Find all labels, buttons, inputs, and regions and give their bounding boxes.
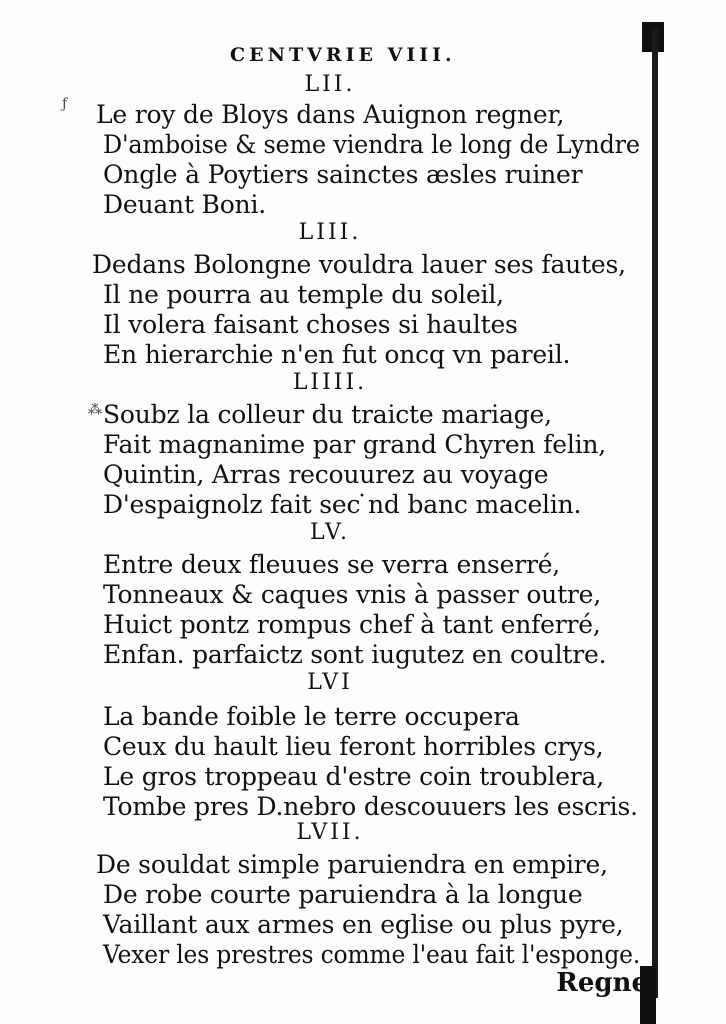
quatrain-number: LV.	[309, 520, 351, 545]
margin-mark: ƒ	[62, 96, 68, 112]
verse-line: De souldat simple paruiendra en empire,	[96, 850, 608, 879]
catchword: Regne	[556, 968, 648, 998]
quatrain-number: LIII.	[298, 220, 362, 245]
binding-edge	[652, 28, 658, 998]
verse-line: En hierarchie n'en fut oncq vn pareil.	[103, 340, 571, 369]
verse-line: Il ne pourra au temple du soleil,	[103, 280, 504, 309]
verse-line: Le gros troppeau d'estre coin troublera,	[103, 762, 605, 791]
running-header: CENTVRIE VIII.	[230, 44, 456, 66]
verse-line: Entre deux fleuues se verra enserré,	[103, 550, 561, 579]
quatrain-number: LIIII.	[292, 370, 368, 395]
verse-line: La bande foible le terre occupera	[103, 702, 520, 731]
verse-line: Il volera faisant choses si haultes	[103, 310, 518, 339]
verse-line: Deuant Boni.	[103, 190, 267, 219]
margin-mark: ⁂	[88, 402, 102, 418]
verse-line: D'espaignolz fait sec ̇nd banc macelin.	[103, 490, 582, 519]
verse-line: Quintin, Arras recouurez au voyage	[103, 460, 549, 489]
verse-line: D'amboise & seme viendra le long de Lyndre	[103, 130, 640, 159]
verse-line: Vaillant aux armes en eglise ou plus pyre,	[103, 910, 624, 939]
quatrain-number: LVII.	[296, 820, 364, 845]
verse-line: Vexer les prestres comme l'eau fait l'esponge.	[103, 940, 641, 969]
verse-line: Le roy de Bloys dans Auignon regner,	[96, 100, 565, 129]
verse-line: Ongle à Poytiers sainctes æsles ruiner	[103, 160, 583, 189]
verse-line: Dedans Bolongne vouldra lauer ses fautes,	[92, 250, 626, 279]
verse-line: Soubz la colleur du traicte mariage,	[103, 400, 552, 429]
verse-line: Huict pontz rompus chef à tant enferré,	[103, 610, 601, 639]
verse-line: Tombe pres D.nebro descouuers les escris.	[103, 792, 638, 821]
verse-line: De robe courte paruiendra à la longue	[103, 880, 583, 909]
verse-line: Ceux du hault lieu feront horribles crys,	[103, 732, 604, 761]
verse-line: Enfan. parfaictz sont iugutez en coultre.	[103, 640, 607, 669]
quatrain-number: LII.	[304, 72, 356, 97]
quatrain-number: LVI	[307, 670, 353, 695]
verse-line: Fait magnanime par grand Chyren felin,	[103, 430, 607, 459]
verse-line: Tonneaux & caques vnis à passer outre,	[103, 580, 602, 609]
